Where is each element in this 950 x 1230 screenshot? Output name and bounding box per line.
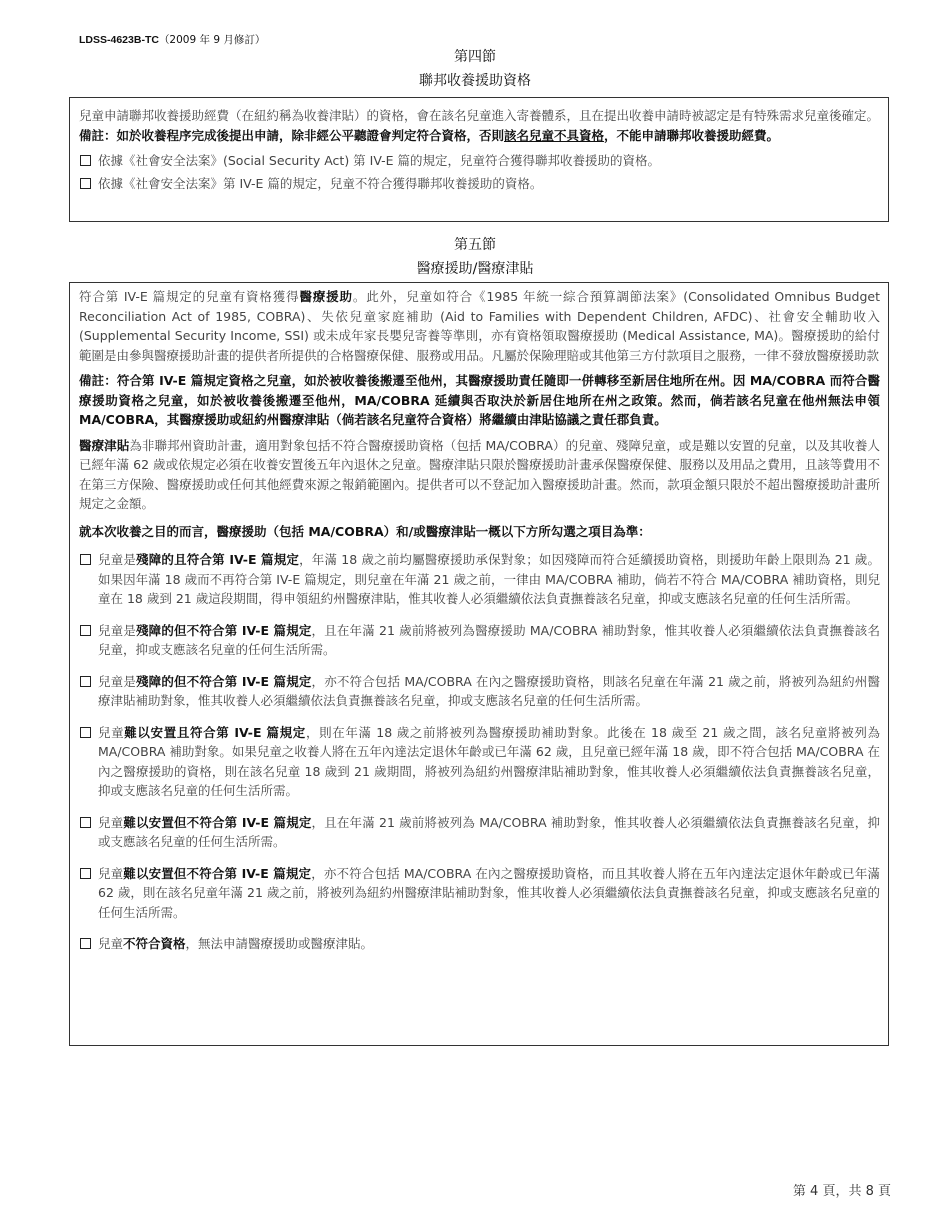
page-number: 第 4 頁，共 8 頁 [792,1184,891,1199]
section5-box [69,282,889,1046]
section4-option-eligible[interactable]: 依據《社會安全法案》(Social Security Act) 第 IV-E 篇的規定，兒童符合獲得聯邦收養援助的資格。 [79,151,879,171]
section5-option-6[interactable]: 兒童難以安置但不符合第 IV-E 篇規定，亦不符合包括 MA/COBRA 在內之醫療援助資格，而且其收養人將在五年內達法定退休年齡或已年滿 62 歲，則在該名兒童年滿 21 歲之前，將被列為紐約州醫療津貼補助對象，惟其收養人必須繼續依法負責撫養該名兒童，抑或支應該名兒童的任何生活所需。 [79,864,880,923]
section4-intro: 兒童申請聯邦收養援助經費（在紐約稱為收養津貼）的資格，會在該名兒童進入寄養體系，且在提出收養申請時被認定是有特殊需求兒童後確定。備註：如於收養程序完成後提出申請，除非經公平聽證會判定符合資格，否則該名兒童不具資格，不能申請聯邦收養援助經費。 [79,108,880,143]
section5-option-1[interactable]: 兒童是殘障的且符合第 IV-E 篇規定，年滿 18 歲之前均屬醫療援助承保對象；如因殘障而符合延續援助資格，則援助年齡上限則為 21 歲。如果因年滿 18 歲而不再符合第 IV-E 篇規定，則兒童在年滿 21 歲之前，一律由 MA/COBRA 補助，倘若不符合 MA/COBRA 補助資格，則兒童在 18 歲到 21 歲這段期間，得申領紐約州醫療津貼，惟其收養人必須繼續依法負責撫養該名兒童，抑或支應該名兒童的任何生活所需。 [79,550,880,609]
section5-note: 備註：符合第 IV-E 篇規定資格之兒童，如於被收養後搬遷至他州，其醫療援助責任隨即一併轉移至新居住地所在州。因 MA/COBRA 而符合醫療援助資格之兒童，如於被收養後搬遷至他州，MA/COBRA 延續與否取決於新居住地所在州之政策。然而，倘若該名兒童在他州無法申領 MA/COBRA，其醫療援助或紐約州醫療津貼（倘若該名兒童符合資格）將繼續由津貼協議之責任郡負責。 [79,373,880,427]
checkbox[interactable] [80,817,91,828]
section5-paragraph-1: 符合第 IV-E 篇規定的兒童有資格獲得醫療援助。此外，兒童如符合《1985 年統一綜合預算調節法案》(Consolidated Omnibus Budget Reconciliation Act of 1985, COBRA)、失依兒童家庭補助 (Aid to Families with Dependent Children, AFDC)、社會安全輔助收入 (Supplemental Security Income, SSI) 或未成年家長嬰兒寄養等準則，亦有資格領取醫療援助 (Medical Assistance, MA)。醫療援助的給付範圍是由參與醫療援助計畫的提供者所提供的合格醫療保健、服務或用品。凡屬於保險理賠或其他第三方付款項目之服務，一律不發放醫療援助款 [79,289,880,363]
section5-option-3[interactable]: 兒童是殘障的但不符合第 IV-E 篇規定，亦不符合包括 MA/COBRA 在內之醫療援助資格，則該名兒童在年滿 21 歲之前，將被列為紐約州醫療津貼補助對象，惟其收養人必須繼續依法負責撫養該名兒童，抑或支應該名兒童的任何生活所需。 [79,672,880,711]
checkbox[interactable] [80,676,91,687]
section5-option-2[interactable]: 兒童是殘障的但不符合第 IV-E 篇規定，且在年滿 21 歲前將被列為醫療援助 MA/COBRA 補助對象，惟其收養人必須繼續依法負責撫養該名兒童，抑或支應該名兒童的任何生活所需。 [79,621,880,660]
form-id: LDSS-4623B-TC [79,34,159,46]
checkbox[interactable] [80,554,91,565]
checkbox[interactable] [80,868,91,879]
form-header [79,32,265,47]
section5-option-4[interactable]: 兒童難以安置且符合第 IV-E 篇規定，則在年滿 18 歲之前將被列為醫療援助補助對象。此後在 18 歲至 21 歲之間，該名兒童將被列為 MA/COBRA 補助對象。如果兒童之收養人將在五年內達法定退休年齡或已年滿 62 歲，且兒童已經年滿 18 歲，即不符合包括 MA/COBRA 在內之醫療援助的資格，則在該名兒童 18 歲到 21 歲期間，將被列為紐約州醫療津貼補助對象，惟其收養人必須繼續依法負責撫養該名兒童，抑或支應該名兒童的任何生活所需。 [79,723,880,801]
checkbox[interactable] [80,727,91,738]
section5-lead: 就本次收養之目的而言，醫療援助（包括 MA/COBRA）和/或醫療津貼一概以下方所勾選之項目為準： [79,523,651,539]
checkbox[interactable] [80,178,91,189]
section5-title: 醫療援助/醫療津貼 [416,261,534,277]
section4-box [69,97,889,222]
checkbox[interactable] [80,938,91,949]
section5-option-7[interactable]: 兒童不符合資格，無法申請醫療援助或醫療津貼。 [79,934,880,954]
checkbox[interactable] [80,625,91,636]
form-revision: （2009 年 9 月修訂） [158,34,266,46]
section5-option-5[interactable]: 兒童難以安置但不符合第 IV-E 篇規定，且在年滿 21 歲前將被列為 MA/COBRA 補助對象，惟其收養人必須繼續依法負責撫養該名兒童，抑或支應該名兒童的任何生活所需。 [79,813,880,852]
section5-paragraph-3: 醫療津貼為非聯邦州資助計畫，適用對象包括不符合醫療援助資格（包括 MA/COBRA）的兒童、殘障兒童，或是難以安置的兒童，以及其收養人已經年滿 62 歲或依規定必須在收養安置後五年內退休之兒童。醫療津貼只限於醫療援助計畫承保醫療保健、服務以及用品之費用，且該等費用不在第三方保險、醫療援助或任何其他經費來源之報銷範圍內。提供者可以不登記加入醫療援助計畫。然而，款項金額只限於不超出醫療援助計畫所規定之金額。 [79,437,880,511]
section4-option-ineligible[interactable]: 依據《社會安全法案》第 IV-E 篇的規定，兒童不符合獲得聯邦收養援助的資格。 [79,174,879,194]
section5-number: 第五節 [454,237,496,253]
section4-title: 聯邦收養援助資格 [419,73,531,89]
checkbox[interactable] [80,155,91,166]
section4-number: 第四節 [454,49,496,65]
